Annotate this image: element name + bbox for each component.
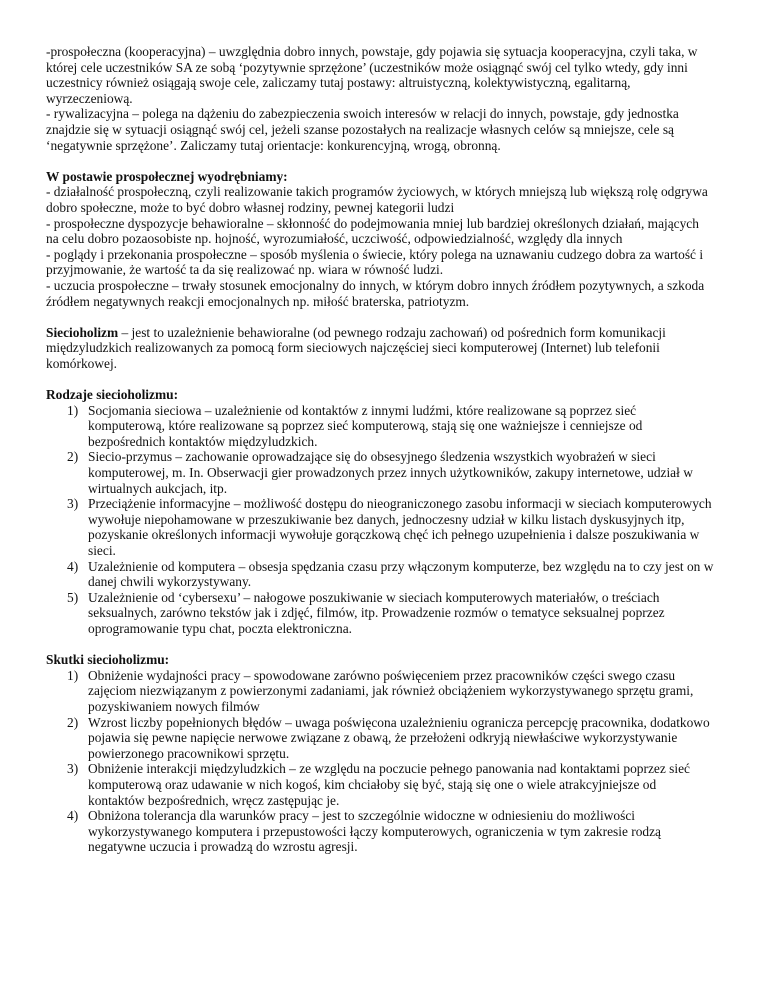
list-item — [46, 496, 714, 558]
item-text: Socjomania sieciowa – uzależnienie od kontaktów z innymi ludźmi, które realizowane są poprzez sieć komputerową, które realizowane są poprzez sieć komputerową, stają się one ważniejsze i cenniejsze od bezpośrednich kontaktów międzyludzkich. — [88, 402, 643, 449]
item-number: 4) — [67, 558, 79, 574]
types-heading: Rodzaje siecioholizmu: — [46, 387, 179, 403]
item-number: 4) — [67, 808, 79, 824]
prosocial-item: - poglądy i przekonania prospołeczne – sposób myślenia o świecie, który polega na uznawaniu cudzego dobra za wartość i przyjmowanie, że wartość ta da się realizować np. wiara w równość ludzi. — [46, 246, 704, 278]
prosocial-item: - uczucia prospołeczne – trwały stosunek emocjonalny do innych, w którym dobro innych źródłem pozytywnych, a szkoda źródłem negatywnych reakcji emocjonalnych np. miłość braterska, patriotyzm. — [46, 277, 705, 309]
item-text: Uzależnienie od komputera – obsesja spędzania czasu przy włączonym komputerze, bez względu na to czy jest on w danej chwili wykorzystywany. — [88, 558, 714, 590]
list-item — [46, 761, 714, 808]
list-item — [46, 808, 714, 855]
item-text: Wzrost liczby popełnionych błędów – uwaga poświęcona uzależnieniu ogranicza percepcję pracownika, dodatkowo pojawia się pewne napięcie nerwowe związane z obawą, że przełożeni odkryją niewłaściwe wykorzystywanie powierzonego pracownikowi sprzętu. — [88, 714, 710, 761]
definition-term: Siecioholizm — [46, 324, 119, 340]
list-item — [46, 715, 714, 762]
effects-list — [46, 668, 714, 855]
definition-text: – jest to uzależnienie behawioralne (od pewnego rodzaju zachowań) od pośrednich form komunikacji międzyludzkich realizowanych za pomocą form sieciowych najczęściej sieci komputerowej (Internet) lub telefonii komórkowej. — [46, 324, 666, 371]
item-text: Obniżona tolerancja dla warunków pracy – jest to szczególnie widoczne w odniesieniu do możliwości wykorzystywanego komputera i przepustowości łączy komputerowych, ograniczenia w tym zakresie rodzą negatywne uczucia i prowadzą do wzrostu agresji. — [88, 808, 661, 855]
prosocial-item: - prospołeczne dyspozycje behawioralne – skłonność do podejmowania mniej lub bardziej określonych działań, mających na celu dobro pozaosobiste np. hojność, wyrozumiałość, uczciwość, odpowiedzialność, względy dla innych — [46, 215, 699, 247]
intro-section — [46, 44, 714, 153]
item-number: 2) — [67, 714, 79, 730]
item-number: 5) — [67, 589, 79, 605]
item-text: Uzależnienie od ‘cybersexu’ – nałogowe poszukiwanie w sieciach komputerowych materiałów, o treściach seksualnych, zarówno tekstów jak i zdjęć, filmów, itp. Prowadzenie rozmów o tematyce seksualnej poprzez oprogramowanie typu chat, poczta elektroniczna. — [88, 589, 665, 636]
effects-heading: Skutki siecioholizmu: — [46, 652, 170, 668]
item-text: Siecio-przymus – zachowanie oprowadzające się do obsesyjnego śledzenia wszystkich wyobrażeń w sieci komputerowej, m. In. Obserwacji gier prowadzonych przez innych użytkowników, zakupy internetowe, udział w wirtualnych aukcjach, itp. — [88, 449, 693, 496]
intro-paragraph-prosocial: -prospołeczna (kooperacyjna) – uwzględnia dobro innych, powstaje, gdy pojawia się sytuacja kooperacyjna, czyli taka, w której cele uczestników SA ze sobą ‘pozytywnie sprzężone’ (uczestników może osiągnąć swój cel tylko wtedy, gdy inni uczestnicy również osiągają swoje cele, zaliczamy tutaj postawy: altruistyczną, kolektywistyczną, egalitarną, wyrzeczeniową. — [46, 44, 698, 106]
list-item — [46, 449, 714, 496]
item-number: 3) — [67, 496, 79, 512]
prosocial-section — [46, 169, 714, 309]
item-number: 3) — [67, 761, 79, 777]
item-number: 1) — [67, 402, 79, 418]
list-item — [46, 668, 714, 715]
item-number: 2) — [67, 449, 79, 465]
list-item — [46, 403, 714, 450]
item-text: Obniżenie wydajności pracy – spowodowane zarówno poświęceniem przez pracowników części swego czasu zajęciom niezwiązanym z powierzonymi zadaniami, jak również obciążeniem wykorzystywanego sprzętu grami, pozyskiwaniem nowych filmów — [88, 667, 694, 714]
item-text: Przeciążenie informacyjne – możliwość dostępu do nieograniczonego zasobu informacji w sieciach komputerowych wywołuje niepohamowane w przeszukiwanie bez danych, jednoczesny udział w kilku listach dyskusyjnych itp, pozyskanie określonych informacji wywołuje gorączkową chęć ich pełnego uzupełnienia i dalsze poszukiwania w sieci. — [88, 496, 712, 558]
prosocial-item: - działalność prospołeczną, czyli realizowanie takich programów życiowych, w których mniejszą lub większą rolę odgrywa dobro społeczne, może to być dobro własnej rodziny, pewnej kategorii ludzi — [46, 184, 708, 215]
definition-paragraph — [46, 325, 714, 372]
list-item — [46, 590, 714, 637]
item-number: 1) — [67, 667, 79, 683]
effects-section — [46, 652, 714, 855]
definition-section — [46, 325, 714, 372]
types-section — [46, 387, 714, 637]
list-item — [46, 559, 714, 590]
item-text: Obniżenie interakcji międzyludzkich – ze względu na poczucie pełnego panowania nad kontaktami poprzez sieć komputerową oraz udawanie w nich kogoś, kim chciałoby się być, stają się one o wiele atrakcyjniejsze od kontaktów bezpośrednich, wręcz zastępując je. — [88, 761, 690, 808]
intro-paragraph-competitive: - rywalizacyjna – polega na dążeniu do zabezpieczenia swoich interesów w relacji do innych, powstaje, gdy jednostka znajdzie się w sytuacji osiągnąć swój cel, jeżeli szanse pozostałych na realizacje własnych celów są mniejsze, cele są ‘negatywnie sprzężone’. Zaliczamy tutaj orientacje: konkurencyjną, wrogą, obronną. — [46, 106, 679, 153]
types-list — [46, 403, 714, 637]
prosocial-heading: W postawie prospołecznej wyodrębniamy: — [46, 168, 288, 184]
